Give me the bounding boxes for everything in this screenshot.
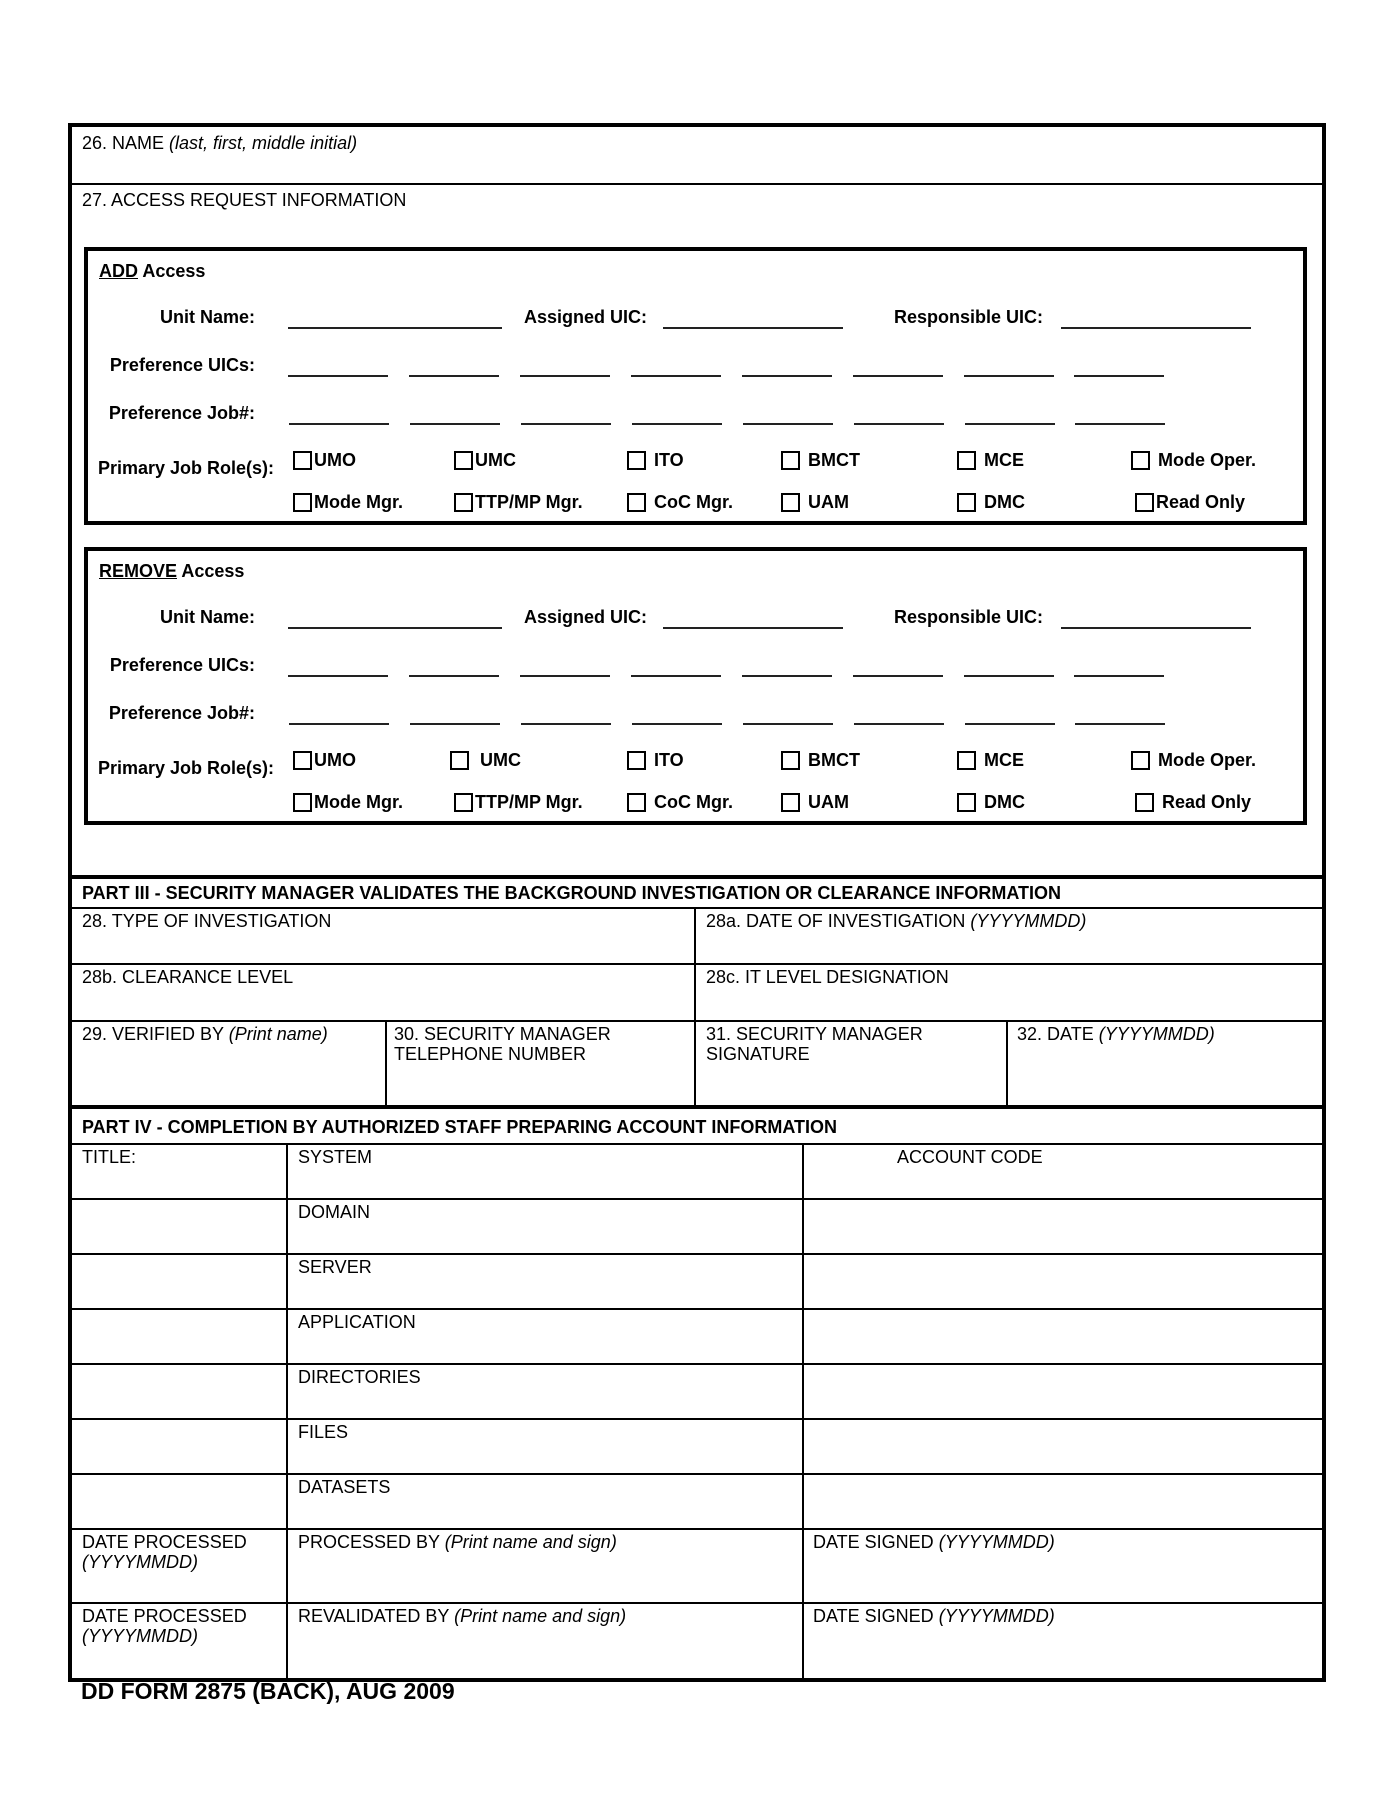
preference-uic-input-7[interactable] (964, 375, 1054, 377)
preference-uic-input-8[interactable] (1074, 675, 1164, 677)
label-line-1: 31. SECURITY MANAGER (706, 1024, 923, 1044)
checkbox-label: DMC (984, 492, 1025, 512)
remove-access-title (99, 561, 244, 582)
label-hint: (YYYYMMDD) (1098, 1024, 1215, 1044)
preference-uic-input-6[interactable] (853, 675, 943, 677)
field-26-name-label (82, 133, 357, 153)
field-28c-label: 28c. IT LEVEL DESIGNATION (706, 967, 949, 987)
label-text: 29. VERIFIED BY (82, 1024, 224, 1044)
primary-job-roles-label: Primary Job Role(s): (98, 758, 275, 778)
label-text: DATE SIGNED (813, 1606, 934, 1626)
checkbox-uam[interactable] (781, 793, 800, 812)
preference-job-input-2[interactable] (410, 423, 500, 425)
assigned-uic-input[interactable] (663, 327, 843, 329)
preference-job-input-6[interactable] (854, 723, 944, 725)
checkbox-dmc[interactable] (957, 793, 976, 812)
preference-job-input-8[interactable] (1075, 423, 1165, 425)
checkbox-label: BMCT (808, 450, 860, 470)
column-divider (802, 1143, 804, 1678)
date-processed-label (82, 1606, 247, 1646)
checkbox-mode-mgr[interactable] (293, 793, 312, 812)
security-manager-telephone-input[interactable] (386, 1067, 696, 1103)
column-divider (1006, 1020, 1008, 1105)
row-files-label: FILES (298, 1422, 349, 1442)
label-hint: (Print name) (228, 1024, 328, 1044)
label-hint: (Print name and sign) (444, 1532, 617, 1552)
checkbox-label: MCE (984, 450, 1024, 470)
preference-uics-label: Preference UICs: (109, 355, 255, 375)
checkbox-ttp-mp-mgr[interactable] (454, 793, 473, 812)
label-text: 28a. DATE OF INVESTIGATION (706, 911, 966, 931)
date-signed-input[interactable] (806, 1552, 1322, 1600)
checkbox-umc[interactable] (454, 451, 473, 470)
checkbox-read-only[interactable] (1135, 493, 1154, 512)
divider (72, 1528, 1322, 1530)
field-31-label (706, 1024, 923, 1064)
preference-uic-input-3[interactable] (520, 675, 610, 677)
field-30-label (394, 1024, 611, 1064)
preference-uic-input-1[interactable] (288, 375, 388, 377)
checkbox-label: TTP/MP Mgr. (475, 492, 583, 512)
checkbox-mce[interactable] (957, 451, 976, 470)
verified-by-input[interactable] (72, 1047, 382, 1103)
checkbox-label: Mode Mgr. (314, 492, 403, 512)
security-manager-date-input[interactable] (1009, 1047, 1322, 1103)
label-line-1: 30. SECURITY MANAGER (394, 1024, 611, 1044)
checkbox-label: MCE (984, 750, 1024, 770)
checkbox-label: Mode Oper. (1158, 450, 1257, 470)
preference-job-input-4[interactable] (632, 423, 722, 425)
preference-job-input-7[interactable] (965, 423, 1055, 425)
account-code-label: ACCOUNT CODE (897, 1147, 1043, 1167)
checkbox-label: UMO (314, 750, 356, 770)
dd2875-back-form (68, 123, 1326, 1682)
preference-job-label: Preference Job#: (108, 403, 255, 423)
part3-top-border (72, 875, 1322, 879)
checkbox-mode-oper[interactable] (1131, 451, 1150, 470)
add-title-underlined: ADD (99, 261, 138, 281)
checkbox-label: DMC (984, 792, 1025, 812)
date-of-investigation-input[interactable] (698, 933, 1322, 963)
label-hint: (YYYYMMDD) (82, 1626, 198, 1646)
checkbox-label: Mode Mgr. (314, 792, 403, 812)
date-signed-label (813, 1532, 1055, 1552)
revalidated-by-input[interactable] (290, 1626, 800, 1676)
date-processed-input[interactable] (72, 1572, 286, 1600)
divider (72, 1602, 1322, 1604)
label-text: 26. NAME (82, 133, 165, 153)
checkbox-dmc[interactable] (957, 493, 976, 512)
clearance-level-input[interactable] (72, 989, 694, 1019)
checkbox-mce[interactable] (957, 751, 976, 770)
checkbox-label: TTP/MP Mgr. (475, 792, 583, 812)
unit-name-input[interactable] (288, 327, 502, 329)
checkbox-label: Read Only (1162, 792, 1252, 812)
preference-uics-label: Preference UICs: (109, 655, 255, 675)
label-text: REVALIDATED BY (298, 1606, 450, 1626)
revalidated-by-label (298, 1606, 626, 1626)
responsible-uic-input[interactable] (1061, 627, 1251, 629)
preference-job-input-2[interactable] (410, 723, 500, 725)
date-signed-label (813, 1606, 1055, 1626)
label-text: DATE SIGNED (813, 1532, 934, 1552)
it-level-designation-input[interactable] (698, 989, 1322, 1019)
add-title-rest: Access (138, 261, 206, 281)
label-line-2: SIGNATURE (706, 1044, 810, 1064)
label-hint: (YYYYMMDD) (970, 911, 1087, 931)
column-divider (286, 1143, 288, 1678)
checkbox-umo[interactable] (293, 751, 312, 770)
security-manager-signature-field[interactable] (698, 1067, 1006, 1103)
checkbox-ito[interactable] (627, 451, 646, 470)
processed-by-input[interactable] (290, 1552, 800, 1600)
checkbox-coc-mgr[interactable] (627, 493, 646, 512)
preference-job-input-5[interactable] (743, 423, 833, 425)
checkbox-label: BMCT (808, 750, 860, 770)
label-line-1: DATE PROCESSED (82, 1532, 247, 1552)
remove-title-rest: Access (177, 561, 245, 581)
unit-name-label: Unit Name: (159, 607, 255, 627)
field-28b-label: 28b. CLEARANCE LEVEL (82, 967, 294, 987)
checkbox-ttp-mp-mgr[interactable] (454, 493, 473, 512)
row-domain-label: DOMAIN (298, 1202, 370, 1222)
preference-job-input-1[interactable] (289, 423, 389, 425)
system-input[interactable] (290, 1167, 800, 1197)
preference-uic-input-4[interactable] (631, 675, 721, 677)
checkbox-label: UMC (475, 450, 516, 470)
form-footer-id: DD FORM 2875 (BACK), AUG 2009 (81, 1678, 455, 1704)
checkbox-bmct[interactable] (781, 451, 800, 470)
preference-uic-input-8[interactable] (1074, 375, 1164, 377)
preference-job-input-1[interactable] (289, 723, 389, 725)
field-28a-label (706, 911, 1086, 931)
date-processed-label (82, 1532, 247, 1572)
checkbox-mode-oper[interactable] (1131, 751, 1150, 770)
type-of-investigation-input[interactable] (72, 933, 694, 963)
divider (72, 963, 1322, 965)
checkbox-label: ITO (654, 450, 684, 470)
label-hint: (YYYYMMDD) (938, 1532, 1055, 1552)
column-divider (694, 907, 696, 1105)
assigned-uic-input[interactable] (663, 627, 843, 629)
preference-uic-input-5[interactable] (742, 375, 832, 377)
label-hint: (last, first, middle initial) (169, 133, 358, 153)
divider (72, 1020, 1322, 1022)
row-system-label: SYSTEM (298, 1147, 373, 1167)
label-hint: (Print name and sign) (454, 1606, 627, 1626)
preference-uic-input-6[interactable] (853, 375, 943, 377)
checkbox-umc[interactable] (450, 751, 469, 770)
account-code-input[interactable] (806, 1167, 1322, 1197)
preference-uic-input-2[interactable] (409, 375, 499, 377)
row-application-label: APPLICATION (298, 1312, 416, 1332)
label-line-1: DATE PROCESSED (82, 1606, 247, 1626)
divider (72, 183, 1322, 185)
divider (72, 1143, 1322, 1145)
row-directories-label: DIRECTORIES (298, 1367, 421, 1387)
checkbox-label: Read Only (1156, 492, 1246, 512)
preference-job-label: Preference Job#: (108, 703, 255, 723)
checkbox-label: CoC Mgr. (654, 792, 733, 812)
preference-job-input-6[interactable] (854, 423, 944, 425)
responsible-uic-label: Responsible UIC: (894, 307, 1044, 327)
checkbox-label: UAM (808, 792, 849, 812)
checkbox-coc-mgr[interactable] (627, 793, 646, 812)
checkbox-label: UMO (314, 450, 356, 470)
name-input[interactable] (72, 157, 1322, 183)
preference-uic-input-2[interactable] (409, 675, 499, 677)
divider (72, 907, 1322, 909)
checkbox-label: UMC (480, 750, 521, 770)
checkbox-umo[interactable] (293, 451, 312, 470)
add-access-title (99, 261, 205, 282)
checkbox-label: CoC Mgr. (654, 492, 733, 512)
preference-uic-input-3[interactable] (520, 375, 610, 377)
label-line-2: TELEPHONE NUMBER (394, 1044, 587, 1064)
label-text: 32. DATE (1017, 1024, 1094, 1044)
field-27-label: 27. ACCESS REQUEST INFORMATION (82, 190, 407, 210)
preference-uic-input-7[interactable] (964, 675, 1054, 677)
checkbox-label: Mode Oper. (1158, 750, 1257, 770)
preference-job-input-7[interactable] (965, 723, 1055, 725)
remove-access-box (84, 547, 1307, 825)
column-divider (385, 1020, 387, 1105)
date-revalidated-input[interactable] (72, 1646, 286, 1676)
preference-uic-input-1[interactable] (288, 675, 388, 677)
preference-uic-input-4[interactable] (631, 375, 721, 377)
checkbox-uam[interactable] (781, 493, 800, 512)
unit-name-input[interactable] (288, 627, 502, 629)
row-server-label: SERVER (298, 1257, 372, 1277)
title-input[interactable] (72, 1167, 286, 1527)
checkbox-bmct[interactable] (781, 751, 800, 770)
field-32-label (1017, 1024, 1215, 1044)
title-label: TITLE: (82, 1147, 137, 1167)
preference-job-input-3[interactable] (521, 423, 611, 425)
responsible-uic-input[interactable] (1061, 327, 1251, 329)
remove-title-underlined: REMOVE (99, 561, 178, 581)
checkbox-label: UAM (808, 492, 849, 512)
processed-by-label (298, 1532, 617, 1552)
checkbox-mode-mgr[interactable] (293, 493, 312, 512)
part4-top-border (72, 1105, 1322, 1109)
preference-uic-input-5[interactable] (742, 675, 832, 677)
checkbox-ito[interactable] (627, 751, 646, 770)
checkbox-read-only[interactable] (1135, 793, 1154, 812)
preference-job-input-3[interactable] (521, 723, 611, 725)
preference-job-input-8[interactable] (1075, 723, 1165, 725)
checkbox-label: ITO (654, 750, 684, 770)
field-28-label: 28. TYPE OF INVESTIGATION (82, 911, 332, 931)
assigned-uic-label: Assigned UIC: (524, 307, 648, 327)
preference-job-input-5[interactable] (743, 723, 833, 725)
label-text: PROCESSED BY (298, 1532, 440, 1552)
part3-header: PART III - SECURITY MANAGER VALIDATES THE BACKGROUND INVESTIGATION OR CLEARANCE INFORMATION (82, 883, 1062, 903)
part4-header: PART IV - COMPLETION BY AUTHORIZED STAFF PREPARING ACCOUNT INFORMATION (82, 1117, 837, 1137)
label-hint: (YYYYMMDD) (82, 1552, 198, 1572)
assigned-uic-label: Assigned UIC: (524, 607, 648, 627)
row-datasets-label: DATASETS (298, 1477, 391, 1497)
responsible-uic-label: Responsible UIC: (894, 607, 1044, 627)
revalidated-date-signed-input[interactable] (806, 1626, 1322, 1676)
label-hint: (YYYYMMDD) (938, 1606, 1055, 1626)
field-29-label (82, 1024, 328, 1044)
primary-job-roles-label: Primary Job Role(s): (98, 458, 275, 478)
add-access-box (84, 247, 1307, 525)
preference-job-input-4[interactable] (632, 723, 722, 725)
unit-name-label: Unit Name: (159, 307, 255, 327)
